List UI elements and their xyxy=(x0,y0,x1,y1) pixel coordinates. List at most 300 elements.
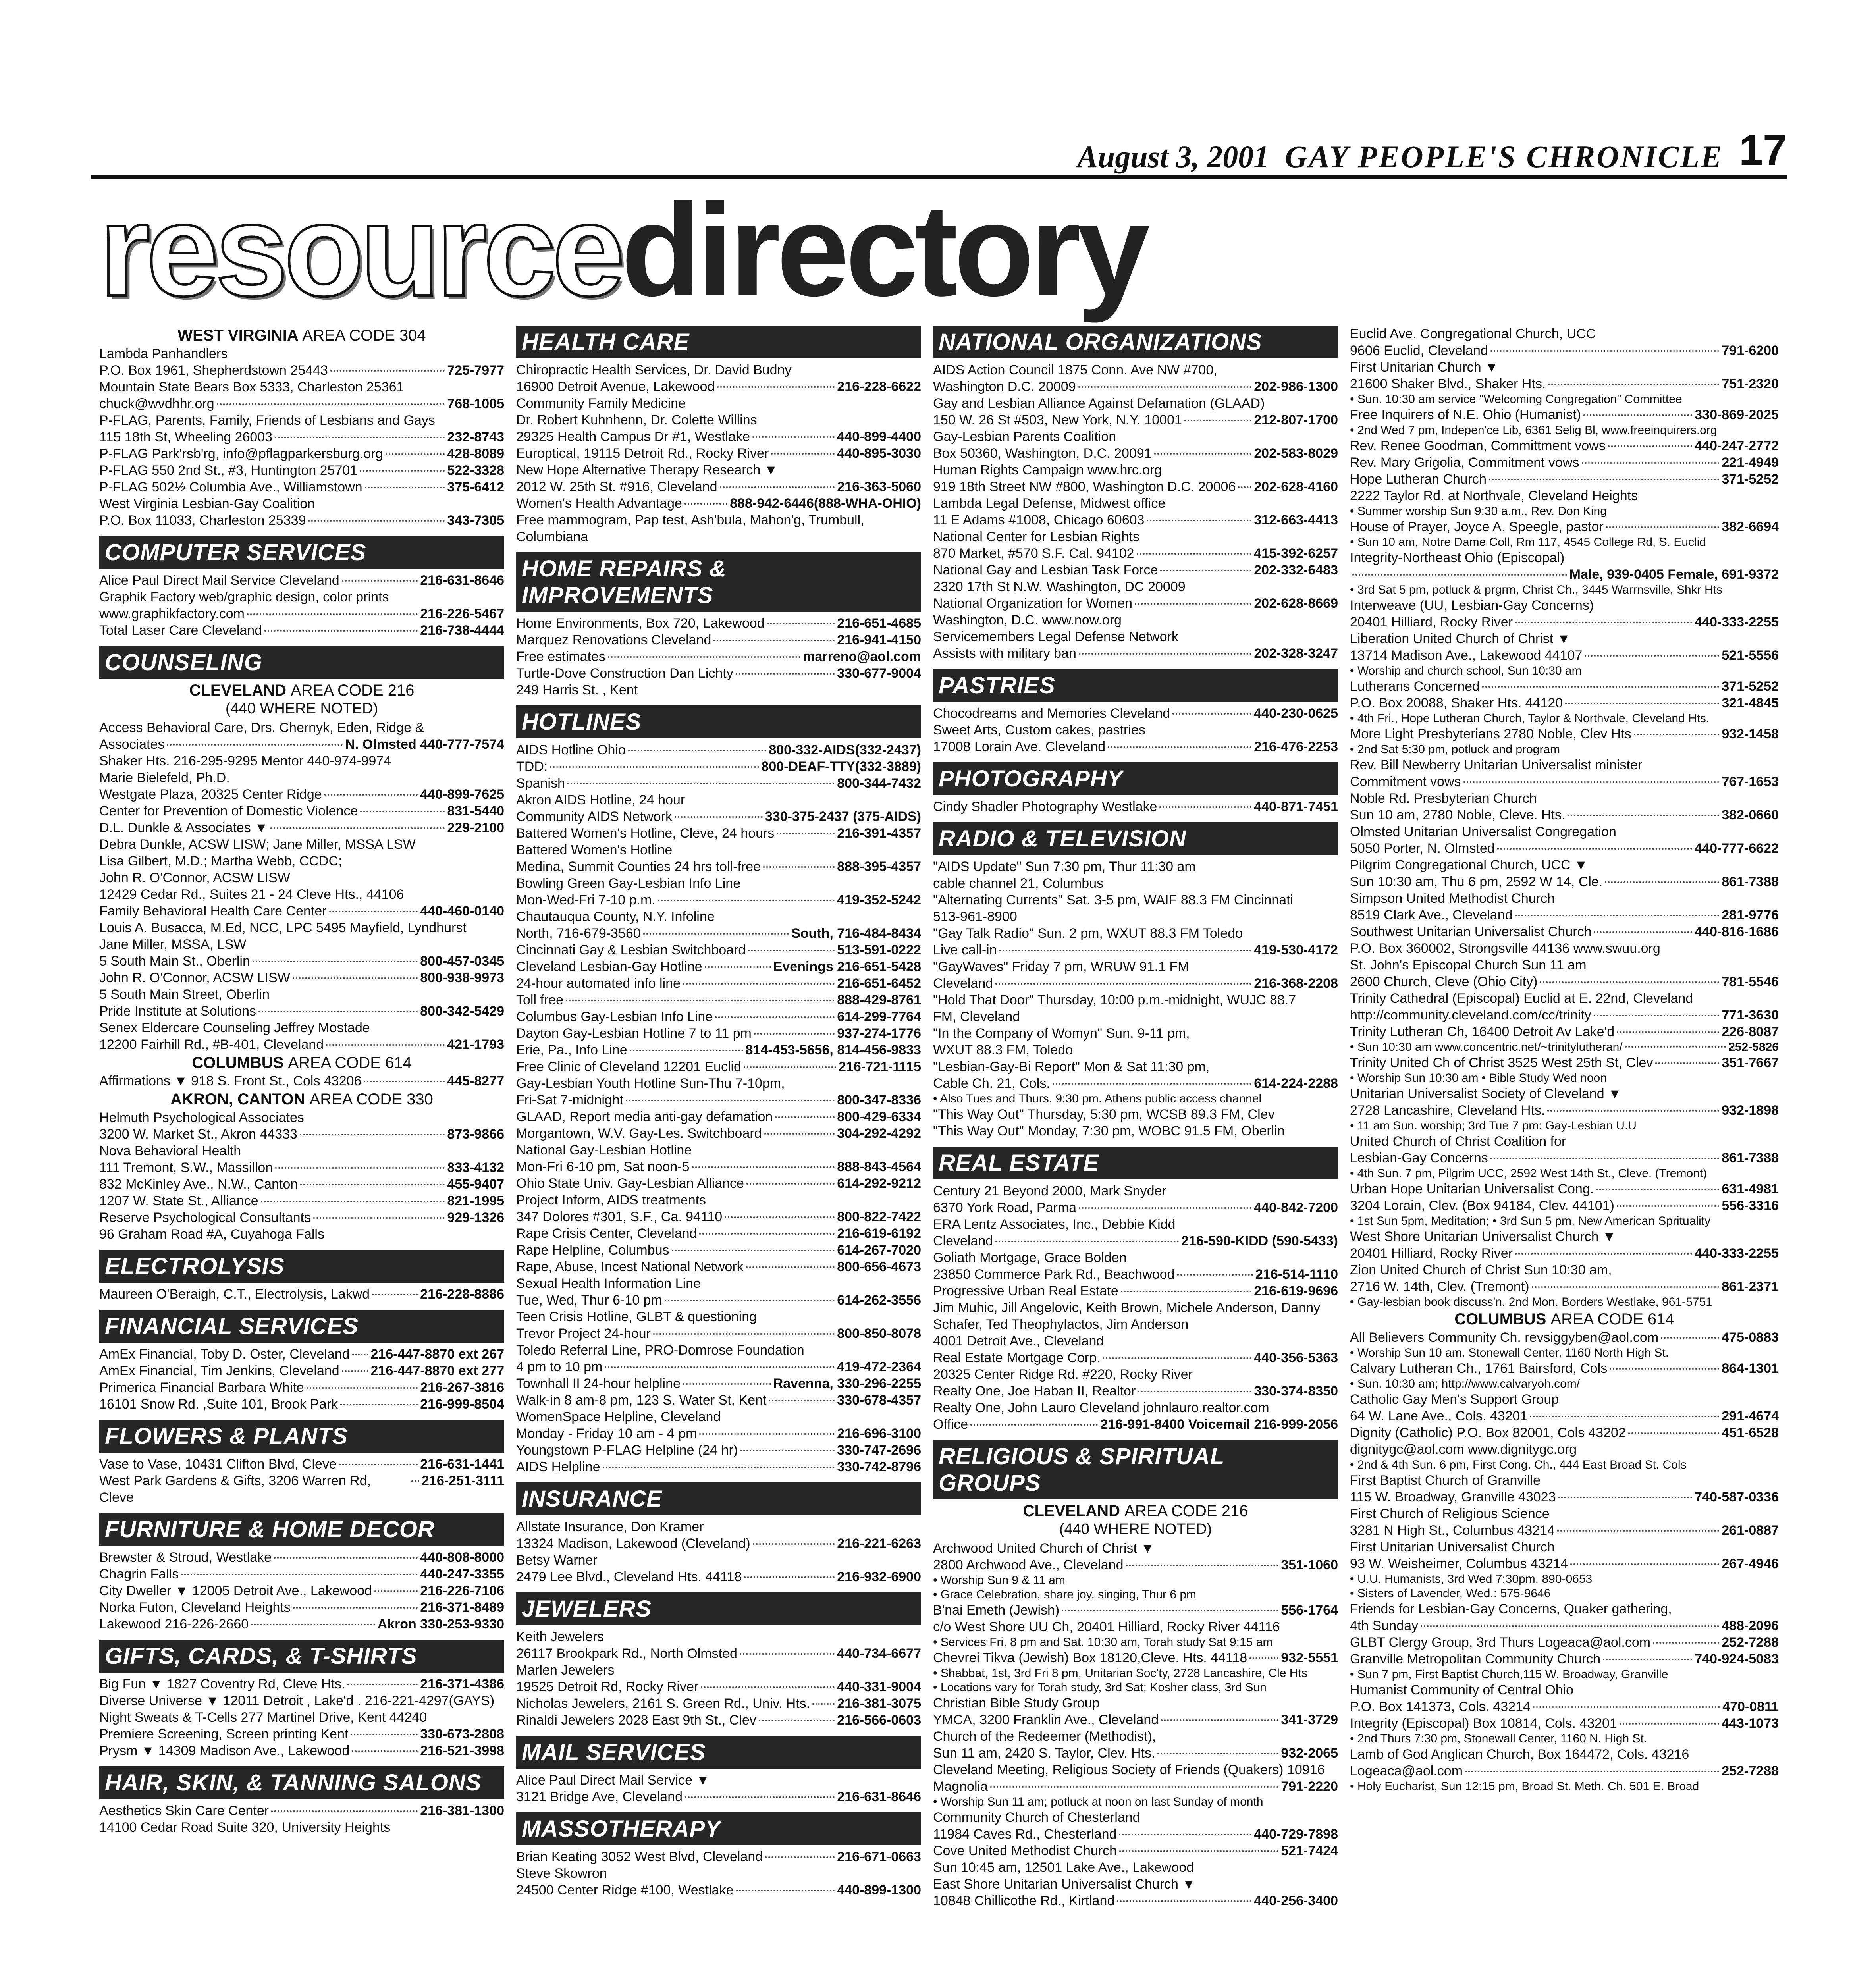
listing-name: 93 W. Weisheimer, Columbus 43214 xyxy=(1350,1556,1568,1571)
listing-phone: 800-850-8078 xyxy=(837,1326,921,1341)
listing-phone: 216-381-1300 xyxy=(420,1803,504,1818)
listing-entry xyxy=(516,412,921,428)
listing-entry xyxy=(933,1349,1338,1366)
listing-name: AmEx Financial, Tim Jenkins, Cleveland xyxy=(99,1363,339,1378)
listing-name: 832 McKinley Ave., N.W., Canton xyxy=(99,1177,298,1192)
listing-entry xyxy=(1350,407,1779,423)
leader-dots xyxy=(1548,384,1719,385)
listing-name: P.O. Box 20088, Shaker Hts. 44120 xyxy=(1350,696,1563,711)
section-national-organizations xyxy=(933,326,1338,662)
listing-name: Jim Muhic, Jill Angelovic, Keith Brown, Michele Anderson, Danny xyxy=(933,1300,1321,1315)
listing-phone: 252-7288 xyxy=(1722,1635,1779,1650)
listing-entry xyxy=(933,1075,1338,1092)
leader-dots xyxy=(1352,574,1567,576)
listing-name: Marie Bielefeld, Ph.D. xyxy=(99,770,230,785)
listing-entry xyxy=(516,1788,921,1805)
section-jewelers xyxy=(516,1592,921,1729)
listing-name: Washington D.C. 20009 xyxy=(933,379,1076,394)
leader-dots xyxy=(1603,1659,1692,1660)
listing-entry xyxy=(1350,1278,1779,1295)
listing-phone: 330-673-2808 xyxy=(420,1727,504,1742)
listing-entry xyxy=(1350,1071,1779,1085)
listing-name: Mon-Fri 6-10 pm, Sat noon-5 xyxy=(516,1159,690,1174)
section-health-care xyxy=(516,326,921,545)
listing-entry xyxy=(99,1709,504,1726)
listing-entry xyxy=(1350,923,1779,940)
listing-phone: 216-619-9696 xyxy=(1254,1284,1338,1299)
listing-entry xyxy=(933,1681,1338,1695)
listing-phone: 216-221-6263 xyxy=(837,1536,921,1551)
listing-name: 2222 Taylor Rd. at Northvale, Cleveland Heights xyxy=(1350,488,1638,503)
listing-entry xyxy=(933,1008,1338,1025)
listing-name: First Baptist Church of Granville xyxy=(1350,1473,1541,1488)
title-part-directory: directory xyxy=(621,177,1146,323)
listing-phone: 861-2371 xyxy=(1722,1279,1779,1294)
leader-dots xyxy=(1147,520,1251,521)
listing-entry xyxy=(1350,1651,1779,1667)
listing-entry xyxy=(1350,1572,1779,1586)
leader-dots xyxy=(1157,1753,1278,1754)
section-computer-services xyxy=(99,536,504,639)
leader-dots xyxy=(1119,1834,1251,1835)
listing-name: Cindy Shadler Photography Westlake xyxy=(933,799,1157,814)
listing-name: Urban Hope Unitarian Universalist Cong. xyxy=(1350,1181,1594,1197)
listing-entry xyxy=(933,1283,1338,1299)
listing-phone: 440-333-2255 xyxy=(1695,615,1779,630)
listing-name: Gay-Lesbian Youth Hotline Sun-Thu 7-10pm, xyxy=(516,1076,785,1091)
leader-dots xyxy=(1608,445,1693,447)
listing-entry xyxy=(933,1333,1338,1349)
listing-entry xyxy=(933,428,1338,445)
leader-dots xyxy=(1582,462,1720,464)
listing-entry xyxy=(516,478,921,495)
leader-dots xyxy=(1463,781,1720,783)
listing-name: P.O. Box 141373, Cols. 43214 xyxy=(1350,1699,1531,1714)
listing-name: Akron AIDS Hotline, 24 hour xyxy=(516,792,685,807)
listing-entry xyxy=(1350,614,1779,630)
area-name: COLUMBUS xyxy=(192,1054,284,1072)
listing-entry xyxy=(1350,1489,1779,1505)
listing-name: Office xyxy=(933,1417,968,1432)
listing-name: Free estimates xyxy=(516,649,605,664)
listing-entry xyxy=(99,769,504,786)
listing-phone: Evenings 216-651-5428 xyxy=(773,959,921,974)
leader-dots xyxy=(715,1016,835,1018)
listing-name: 249 Harris St. , Kent xyxy=(516,682,638,698)
listing-name: FM, Cleveland xyxy=(933,1009,1020,1024)
leader-dots xyxy=(995,983,1251,985)
listing-entry xyxy=(1350,1228,1779,1245)
listing-phone: 440-899-4400 xyxy=(837,429,921,444)
leader-dots xyxy=(364,1081,445,1082)
listing-entry xyxy=(933,1383,1338,1399)
listing-entry xyxy=(933,378,1338,395)
listing-entry xyxy=(516,1275,921,1292)
listing-name: 2012 W. 25th St. #916, Cleveland xyxy=(516,479,717,494)
listing-entry xyxy=(1350,726,1779,742)
listing-name: P.O. Box 1961, Shepherdstown 25443 xyxy=(99,363,328,378)
listing-name: "GayWaves" Friday 7 pm, WRUW 91.1 FM xyxy=(933,959,1189,974)
listing-name: Teen Crisis Hotline, GLBT & questioning xyxy=(516,1309,757,1324)
listing-entry xyxy=(516,775,921,792)
listing-entry xyxy=(933,1233,1338,1249)
listing-phone: marreno@aol.com xyxy=(803,649,921,664)
leader-dots xyxy=(1079,653,1251,655)
listing-entry xyxy=(933,975,1338,992)
listing-name: Columbus Gay-Lesbian Info Line xyxy=(516,1009,713,1024)
listing-entry xyxy=(99,1472,504,1506)
listing-entry xyxy=(516,1662,921,1679)
leader-dots xyxy=(672,1250,835,1251)
listing-entry xyxy=(1350,1586,1779,1601)
listing-phone: 330-747-2696 xyxy=(837,1443,921,1458)
listing-name: P.O. Box 11033, Charleston 25339 xyxy=(99,513,306,528)
listing-phone: 252-7288 xyxy=(1722,1763,1779,1779)
listing-phone: 440-333-2255 xyxy=(1695,1246,1779,1261)
listing-entry xyxy=(99,1346,504,1363)
listing-phone: 216-514-1110 xyxy=(1255,1267,1338,1282)
listing-name: Calvary Lutheran Ch., 1761 Bairsford, Cols xyxy=(1350,1361,1608,1376)
listing-entry xyxy=(933,942,1338,958)
section-heading: HAIR, SKIN, & TANNING SALONS xyxy=(99,1766,504,1799)
listing-phone: 455-9407 xyxy=(447,1177,504,1192)
listing-name: 64 W. Lane Ave., Cols. 43201 xyxy=(1350,1409,1528,1424)
listing-name: 5 South Main St., Oberlin xyxy=(99,954,250,969)
listing-name: Rape, Abuse, Incest National Network xyxy=(516,1259,744,1274)
leader-dots xyxy=(274,1557,418,1559)
listing-name: Toll free xyxy=(516,992,564,1008)
section-mail-services xyxy=(516,1736,921,1805)
directory-column-4 xyxy=(1350,326,1779,1801)
listing-phone: 771-3630 xyxy=(1722,1008,1779,1023)
listing-phone: 440-895-3030 xyxy=(837,446,921,461)
listing-name: Humanist Community of Central Ohio xyxy=(1350,1682,1574,1698)
listing-name: "AIDS Update" Sun 7:30 pm, Thur 11:30 am xyxy=(933,859,1196,874)
listing-name: Rinaldi Jewelers 2028 East 9th St., Clev xyxy=(516,1713,756,1728)
listing-entry xyxy=(99,462,504,479)
listing-entry xyxy=(99,719,504,736)
leader-dots xyxy=(725,1216,835,1218)
listing-entry xyxy=(99,853,504,869)
title-part-resource: resource xyxy=(99,177,621,323)
listing-entry xyxy=(1350,1150,1779,1166)
listing-name: Trevor Project 24-hour xyxy=(516,1326,651,1341)
listing-name: Medina, Summit Counties 24 hrs toll-free xyxy=(516,859,761,874)
listing-name: Townhall II 24-hour helpline xyxy=(516,1376,681,1391)
listing-name: Rev. Mary Grigolia, Commitment vows xyxy=(1350,455,1579,470)
listing-name: • Sun 10 am, Notre Dame Coll, Rm 117, 4545 College Rd, S. Euclid xyxy=(1350,536,1706,549)
listing-entry xyxy=(99,1143,504,1159)
listing-phone: 216-251-3111 xyxy=(422,1473,504,1488)
listing-entry xyxy=(516,1142,921,1158)
leader-dots xyxy=(313,1217,445,1219)
listing-name: West Virginia Lesbian-Gay Coalition xyxy=(99,496,315,511)
listing-entry xyxy=(516,1679,921,1695)
listing-name: Lamb of God Anglican Church, Box 164472, Cols. 43216 xyxy=(1350,1747,1689,1762)
section-heading: FURNITURE & HOME DECOR xyxy=(99,1513,504,1546)
listing-phone: 445-8277 xyxy=(447,1073,504,1089)
leader-dots xyxy=(1078,386,1252,388)
section-radio-television xyxy=(933,822,1338,1139)
listing-name: John R. O'Connor, ACSW LISW xyxy=(99,970,290,985)
listing-name: 2800 Archwood Ave., Cleveland xyxy=(933,1557,1124,1573)
listing-entry xyxy=(99,1692,504,1709)
listing-name: Women's Health Advantage xyxy=(516,496,682,511)
listing-phone: 321-4845 xyxy=(1722,696,1779,711)
listing-phone: 614-299-7764 xyxy=(837,1009,921,1024)
leader-dots xyxy=(251,1624,375,1625)
page-number: 17 xyxy=(1739,126,1787,174)
listing-entry xyxy=(933,1778,1338,1795)
listing-name: • 1st Sun 5pm, Meditation; • 3rd Sun 5 pm, New American Sprituality xyxy=(1350,1214,1711,1228)
section-west-virginia xyxy=(99,327,504,529)
leader-dots xyxy=(736,673,835,675)
listing-entry xyxy=(1350,1245,1779,1262)
listing-entry xyxy=(1350,857,1779,873)
listing-name: Century 21 Beyond 2000, Mark Snyder xyxy=(933,1183,1166,1199)
listing-phone: 216-999-8504 xyxy=(420,1397,504,1412)
listing-name: Realty One, John Lauro Cleveland johnlauro.realtor.com xyxy=(933,1400,1269,1415)
listing-name: 20325 Center Ridge Rd. #220, Rocky River xyxy=(933,1367,1193,1382)
listing-entry xyxy=(1350,1424,1779,1441)
listing-name: Southwest Unitarian Universalist Church xyxy=(1350,924,1592,939)
listing-entry xyxy=(933,1123,1338,1139)
listing-phone: 440-842-7200 xyxy=(1254,1200,1338,1215)
listing-name: 29325 Health Campus Dr #1, Westlake xyxy=(516,429,750,444)
listing-name: Sun 11 am, 2420 S. Taylor, Clev. Hts. xyxy=(933,1746,1155,1761)
listing-phone: 421-1793 xyxy=(447,1037,504,1052)
listing-phone: 451-6528 xyxy=(1722,1425,1779,1440)
leader-dots xyxy=(1661,1337,1719,1339)
listing-phone: 800-347-8336 xyxy=(837,1093,921,1108)
section-heading: PASTRIES xyxy=(933,669,1338,702)
listing-name: Rape Helpline, Columbus xyxy=(516,1243,669,1258)
listing-entry xyxy=(1350,907,1779,923)
listing-entry xyxy=(1350,1715,1779,1732)
listing-name: c/o West Shore UU Ch, 20401 Hilliard, Rocky River 44116 xyxy=(933,1619,1280,1634)
leader-dots xyxy=(1490,1158,1720,1159)
listing-entry xyxy=(1350,1667,1779,1682)
listing-name: B'nai Emeth (Jewish) xyxy=(933,1603,1060,1618)
listing-phone: 521-5556 xyxy=(1722,648,1779,663)
leader-dots xyxy=(1079,1207,1251,1209)
listing-entry xyxy=(516,1042,921,1058)
listing-entry xyxy=(99,379,504,395)
listing-entry xyxy=(516,1192,921,1208)
listing-entry xyxy=(516,808,921,825)
listing-entry xyxy=(1350,1166,1779,1181)
leader-dots xyxy=(608,656,800,658)
leader-dots xyxy=(339,1464,418,1465)
leader-dots xyxy=(1540,981,1719,983)
listing-entry xyxy=(933,1588,1338,1602)
listing-name: Free mammogram, Pap test, Ash'bula, Mahon'g, Trumbull, Columbiana xyxy=(516,513,864,544)
listing-phone: 419-352-5242 xyxy=(837,892,921,908)
listing-name: GLBT Clergy Group, 3rd Thurs Logeaca@aol.com xyxy=(1350,1635,1651,1650)
listing-name: Night Sweats & T-Cells 277 Martinel Drive, Kent 44240 xyxy=(99,1710,427,1725)
listing-name: • Sun 7 pm, First Baptist Church,115 W. Broadway, Granville xyxy=(1350,1668,1668,1681)
listing-name: WXUT 88.3 FM, Toledo xyxy=(933,1043,1073,1058)
area-name: COLUMBUS xyxy=(1454,1310,1546,1328)
listing-name: 150 W. 26 St #503, New York, N.Y. 10001 xyxy=(933,412,1182,428)
section-counseling xyxy=(99,646,504,1243)
listing-name: Community AIDS Network xyxy=(516,809,672,824)
listing-entry xyxy=(99,622,504,639)
leader-dots xyxy=(258,1011,418,1012)
listing-phone: 216-226-5467 xyxy=(420,606,504,621)
listing-entry xyxy=(933,1892,1338,1909)
leader-dots xyxy=(767,623,835,624)
listing-entry xyxy=(1350,940,1779,957)
listing-name: 26117 Brookpark Rd., North Olmsted xyxy=(516,1646,737,1661)
listing-name: • Sun 10:30 am www.concentric.net/~trinitylutheran/ xyxy=(1350,1041,1623,1054)
leader-dots xyxy=(1160,570,1251,571)
listing-entry xyxy=(516,1569,921,1585)
listing-name: 96 Graham Road #A, Cuyahoga Falls xyxy=(99,1227,324,1242)
listing-name: Sweet Arts, Custom cakes, pastries xyxy=(933,723,1145,738)
listing-name: 115 18th St, Wheeling 26003 xyxy=(99,430,273,445)
section-insurance xyxy=(516,1482,921,1585)
listing-name: Fri-Sat 7-midnight xyxy=(516,1093,624,1108)
listing-phone: 375-6412 xyxy=(447,480,504,495)
listing-phone: 343-7305 xyxy=(447,513,504,528)
section-hotlines xyxy=(516,705,921,1475)
listing-entry xyxy=(99,445,504,462)
listing-name: • Grace Celebration, share joy, singing, Thur 6 pm xyxy=(933,1588,1197,1601)
leader-dots xyxy=(352,1354,368,1355)
listing-name: Noble Rd. Presbyterian Church xyxy=(1350,791,1537,806)
area-name: CLEVELAND xyxy=(189,682,287,699)
leader-dots xyxy=(1565,703,1719,704)
listing-name: Euclid Ave. Congregational Church, UCC xyxy=(1350,326,1596,341)
listing-phone: 216-721-1115 xyxy=(839,1059,921,1074)
listing-entry xyxy=(516,1292,921,1309)
leader-dots xyxy=(630,1050,743,1051)
listing-name: WomenSpace Helpline, Cleveland xyxy=(516,1409,721,1424)
listing-entry xyxy=(1350,1214,1779,1228)
leader-dots xyxy=(684,503,727,505)
listing-entry xyxy=(99,1109,504,1126)
listing-phone: 800-656-4673 xyxy=(837,1259,921,1274)
listing-phone: 216-619-6192 xyxy=(837,1226,921,1241)
leader-dots xyxy=(771,453,835,455)
listing-name: Logeaca@aol.com xyxy=(1350,1763,1463,1779)
section-heading: HOTLINES xyxy=(516,705,921,738)
listing-entry xyxy=(933,1711,1338,1728)
listing-entry xyxy=(1350,678,1779,695)
listing-phone: 440-729-7898 xyxy=(1254,1827,1338,1842)
listing-entry xyxy=(516,1392,921,1409)
listing-name: • Sun. 10:30 am service "Welcoming Congregation" Committee xyxy=(1350,393,1682,406)
listing-name: • U.U. Humanists, 3rd Wed 7:30pm. 890-0653 xyxy=(1350,1573,1593,1586)
listing-entry xyxy=(933,545,1338,562)
listing-entry xyxy=(516,1865,921,1882)
listing-name: Goliath Mortgage, Grace Bolden xyxy=(933,1250,1127,1265)
listing-name: More Light Presbyterians 2780 Noble, Clev Hts xyxy=(1350,727,1631,742)
listing-name: Lutherans Concerned xyxy=(1350,679,1480,694)
listing-entry xyxy=(933,875,1338,892)
listing-entry xyxy=(1350,823,1779,840)
listing-name: 14100 Cedar Road Suite 320, University Heights xyxy=(99,1820,391,1835)
listing-name: • Shabbat, 1st, 3rd Fri 8 pm, Unitarian Soc'ty, 2728 Lancashire, Cle Hts xyxy=(933,1667,1307,1680)
listing-name: "This Way Out" Monday, 7:30 pm, WOBC 91.5 FM, Oberlin xyxy=(933,1124,1285,1139)
listing-entry xyxy=(1350,1133,1779,1150)
leader-dots xyxy=(740,1653,835,1655)
listing-name: Chiropractic Health Services, Dr. David Budny xyxy=(516,362,792,378)
listing-entry xyxy=(1350,1408,1779,1424)
listing-phone: 419-530-4172 xyxy=(1254,942,1338,958)
section-heading: NATIONAL ORGANIZATIONS xyxy=(933,326,1338,358)
listing-entry xyxy=(1350,1539,1779,1555)
listing-name: P-FLAG 550 2nd St., #3, Huntington 25701 xyxy=(99,463,358,478)
issue-date: August 3, 2001 xyxy=(1077,139,1269,174)
listing-entry xyxy=(933,1650,1338,1666)
listing-entry xyxy=(516,1409,921,1425)
listing-phone: 740-924-5083 xyxy=(1695,1652,1779,1667)
listing-name: Magnolia xyxy=(933,1779,988,1794)
listing-name: Dignity (Catholic) P.O. Box 82001, Cols 43202 xyxy=(1350,1425,1626,1440)
listing-name: National Organization for Women xyxy=(933,596,1133,611)
listing-entry xyxy=(516,858,921,875)
leader-dots xyxy=(1583,414,1692,416)
listing-entry xyxy=(1350,392,1779,407)
listing-phone: 216-932-6900 xyxy=(837,1569,921,1584)
listing-entry xyxy=(99,1396,504,1413)
listing-name: Project Inform, AIDS treatments xyxy=(516,1193,706,1208)
listing-entry xyxy=(1350,630,1779,647)
listing-phone: 371-5252 xyxy=(1722,679,1779,694)
area-code: AREA CODE 304 xyxy=(302,327,426,344)
listing-entry xyxy=(933,362,1338,378)
leader-dots xyxy=(1108,746,1251,748)
listing-phone: 229-2100 xyxy=(447,820,504,835)
listing-entry xyxy=(99,362,504,379)
listing-name: Cleveland xyxy=(933,1233,993,1249)
listing-phone: 864-1301 xyxy=(1722,1361,1779,1376)
leader-dots xyxy=(307,1387,418,1389)
listing-entry xyxy=(933,628,1338,645)
leader-dots xyxy=(748,950,835,951)
leader-dots xyxy=(293,1607,418,1609)
listing-name: Chevrei Tikva (Jewish) Box 18120,Cleve. Hts. 44118 xyxy=(933,1650,1247,1665)
listing-entry xyxy=(516,1695,921,1712)
listing-phone: 216-267-3816 xyxy=(420,1380,504,1395)
listing-name: Christian Bible Study Group xyxy=(933,1696,1100,1711)
listing-entry xyxy=(99,1802,504,1819)
listing-phone: 831-5440 xyxy=(447,804,504,819)
listing-name: North, 716-679-3560 xyxy=(516,926,641,941)
listing-phone: 888-395-4357 xyxy=(837,859,921,874)
listing-phone: 814-453-5656, 814-456-9833 xyxy=(745,1043,921,1058)
listing-phone: 216-521-3998 xyxy=(420,1743,504,1758)
listing-phone: 330-869-2025 xyxy=(1695,407,1779,422)
listing-phone: 873-9866 xyxy=(447,1127,504,1142)
listing-phone: South, 716-484-8434 xyxy=(791,926,921,941)
leader-dots xyxy=(270,827,445,829)
listing-name: 2728 Lancashire, Cleveland Hts. xyxy=(1350,1103,1545,1118)
listing-phone: 614-224-2288 xyxy=(1254,1076,1338,1091)
listing-phone: 522-3328 xyxy=(447,463,504,478)
section-heading: MAIL SERVICES xyxy=(516,1736,921,1769)
listing-entry xyxy=(99,572,504,589)
listing-entry xyxy=(1350,890,1779,907)
leader-dots xyxy=(1558,1497,1692,1498)
listing-entry xyxy=(516,1848,921,1865)
listing-name: 23850 Commerce Park Rd., Beachwood xyxy=(933,1267,1175,1282)
listing-entry xyxy=(516,1092,921,1108)
leader-dots xyxy=(812,1703,835,1705)
listing-name: Total Laser Care Cleveland xyxy=(99,623,262,638)
